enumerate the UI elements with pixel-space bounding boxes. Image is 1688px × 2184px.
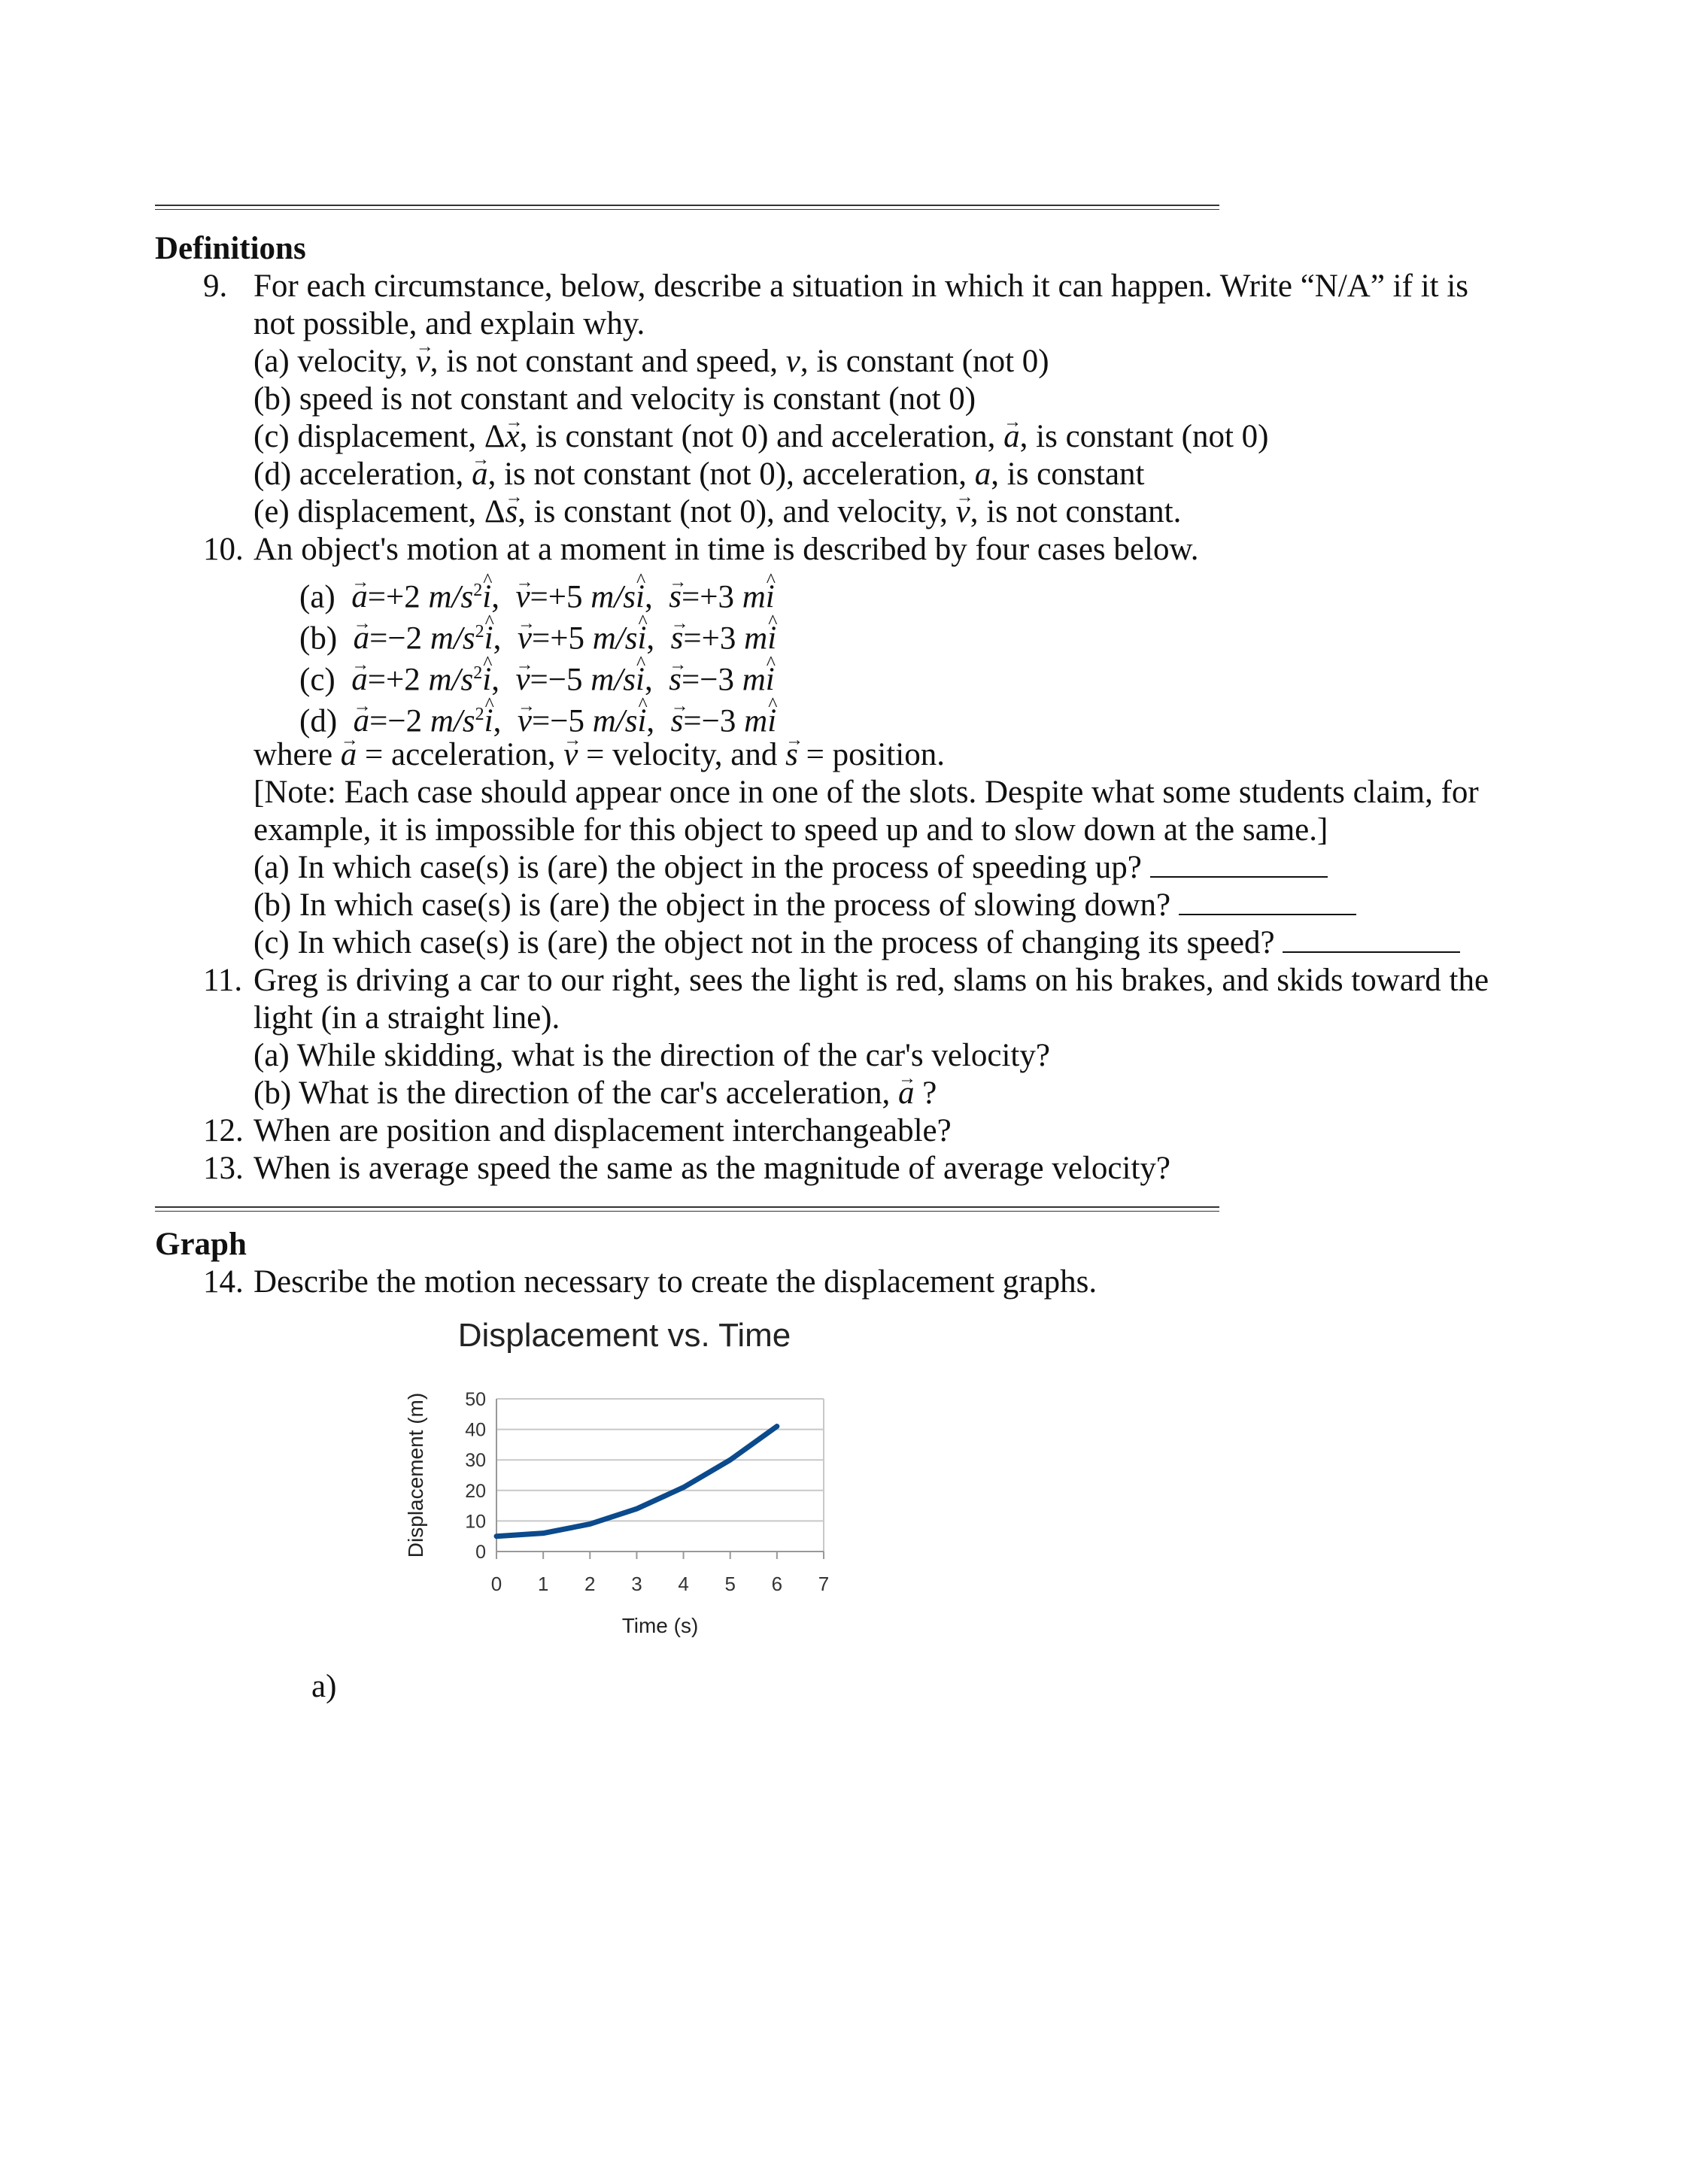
q10-case-3: (c) → a=+2 $m/s^2\^{}$ i, → v=−5 m/s^ i, → s=−3 m^ i [299,654,775,699]
x-axis-label: Time (s) [621,1614,699,1637]
separator-bottom [155,1206,1219,1218]
graph-heading: Graph [155,1227,247,1262]
x-tick-label: 6 [771,1573,783,1595]
q9-part-d: (d) acceleration, → a, is not constant (not 0), acceleration, a, is constant [254,456,1144,493]
x-tick-label: 4 [678,1573,689,1595]
chart-title: Displacement vs. Time [457,1317,791,1354]
definitions-heading: Definitions [155,231,306,266]
q10-note-line2: example, it is impossible for this object to speed up and to slow down at the same.] [254,812,1328,848]
y-tick-label: 10 [465,1511,486,1533]
q10-question-c: (c) In which case(s) is (are) the object not in the process of changing its speed? [254,924,1460,962]
answer-blank-c[interactable] [1283,926,1460,953]
q9-number: 9. [203,268,228,304]
q14-number: 14. [203,1264,244,1300]
q10-question-a: (a) In which case(s) is (are) the object in the process of speeding up? [254,849,1328,887]
q11-part-b: (b) What is the direction of the car's acceleration, → a ? [254,1075,937,1112]
q10-where: where → a = acceleration, → v = velocity, and → s = position. [254,736,945,774]
x-tick-label: 2 [584,1573,596,1595]
q10-number: 10. [203,532,244,567]
q9-part-b: (b) speed is not constant and velocity is constant (not 0) [254,381,976,417]
q11-line2: light (in a straight line). [254,1000,560,1036]
displacement-series-line [496,1427,777,1536]
separator-top [155,205,1219,217]
y-axis-label: Displacement (m) [404,1392,427,1558]
x-tick-label: 5 [724,1573,736,1595]
y-tick-label: 20 [465,1480,486,1502]
y-tick-label: 50 [465,1389,486,1410]
q10-case-1: (a) → a=+2 $m/s^2\^{}$ i, → v=+5 m/s^ i, → s=+3 m^ i [299,572,775,616]
y-tick-label: 0 [475,1542,486,1563]
x-tick-label: 7 [818,1573,830,1595]
q9-line1: For each circumstance, below, describe a situation in which it can happen. Write “N/A” if it is [254,268,1469,304]
y-tick-label: 40 [465,1419,486,1441]
q9-line2: not possible, and explain why. [254,306,645,341]
q9-part-c: (c) displacement, Δ→ x, is constant (not 0) and acceleration, → a, is constant (not 0) [254,418,1269,456]
q13-number: 13. [203,1151,244,1186]
q10-case-2: (b) → a=−2 $m/s^2\^{}$ i, → v=+5 m/s^ i, → s=+3 m^ i [299,613,776,657]
y-tick-label: 30 [465,1450,486,1472]
x-tick-label: 1 [537,1573,549,1595]
q10-question-b: (b) In which case(s) is (are) the object in the process of slowing down? [254,887,1356,924]
q14-text: Describe the motion necessary to create the displacement graphs. [254,1264,1098,1300]
q9-part-e: (e) displacement, Δ→ s, is constant (not 0), and velocity, → v, is not constant. [254,493,1181,531]
q10-intro: An object's motion at a moment in time is described by four cases below. [254,532,1199,567]
q12-number: 12. [203,1113,244,1148]
answer-blank-b[interactable] [1179,888,1356,915]
q11-number: 11. [203,963,243,998]
displacement-chart [391,1316,858,1647]
q13-text: When is average speed the same as the magnitude of average velocity? [254,1151,1170,1186]
x-tick-label: 0 [490,1573,502,1595]
q11-line1: Greg is driving a car to our right, sees the light is red, slams on his brakes, and skids toward the [254,963,1489,998]
q9-part-a: (a) velocity, → v, is not constant and speed, v, is constant (not 0) [254,343,1049,381]
q11-part-a: (a) While skidding, what is the direction of the car's velocity? [254,1038,1050,1073]
q12-text: When are position and displacement interchangeable? [254,1113,952,1148]
q10-case-4: (d) → a=−2 $m/s^2\^{}$ i, → v=−5 m/s^ i, → s=−3 m^ i [299,696,776,740]
x-tick-label: 3 [631,1573,642,1595]
q10-note-line1: [Note: Each case should appear once in one of the slots. Despite what some students claim, for [254,775,1479,810]
answer-blank-a[interactable] [1150,851,1328,878]
q14-part-a-label: a) [311,1669,337,1704]
